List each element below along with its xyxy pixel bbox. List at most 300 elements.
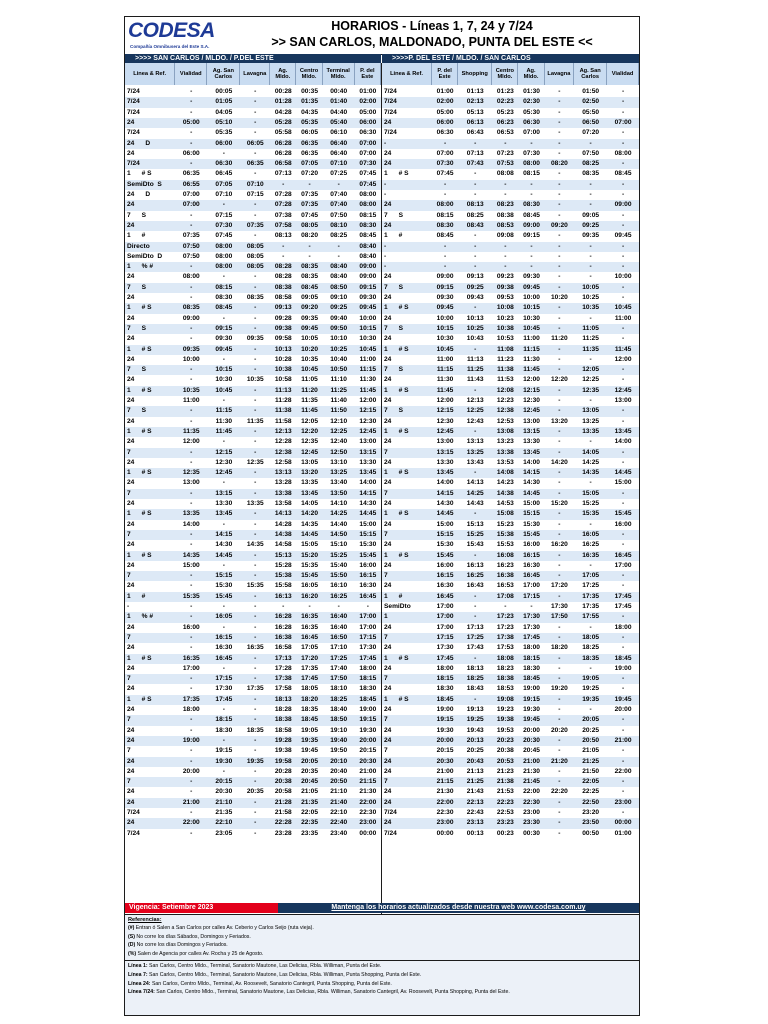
right-cell: 17:23 [496,613,514,621]
left-cell: 04:40 [330,108,348,116]
right-cell: 21:20 [550,757,568,765]
right-cell: 09:43 [466,294,484,301]
right-cell: 18:23 [496,664,514,672]
left-cell: 23:05 [215,829,233,837]
right-cell: 19:23 [496,706,514,713]
left-cell: - [254,747,257,755]
left-cell: 12:10 [330,417,348,425]
left-cell: 07:45 [215,232,233,240]
left-cell: - [254,654,257,662]
left-cell: 14:35 [246,541,264,549]
right-cell: 24 [384,541,392,549]
left-cell: 13:00 [182,479,200,487]
right-cell: 11:15 [436,366,454,374]
left-cell: 7 S [127,283,147,291]
left-cell: 06:00 [215,139,233,147]
right-cell: 15:00 [523,500,540,507]
right-cell: 07:20 [582,129,600,137]
left-cell: 18:58 [274,726,292,734]
left-cell: 07:10 [246,180,264,188]
right-cell: - [474,603,477,610]
left-cell: 12:15 [215,448,233,456]
left-cell: 7 [127,716,131,724]
right-cell: - [558,736,561,744]
right-cell: - [558,561,561,569]
right-cell: 13:00 [436,438,454,446]
right-cell: - [621,747,625,755]
left-cell: 24 [127,520,135,528]
left-cell: 11:38 [275,407,292,415]
right-cell: 07:45 [436,170,454,178]
left-cell: 06:35 [246,160,264,168]
right-cell: 08:30 [436,221,454,229]
left-cell: 07:30 [215,221,233,229]
right-cell: 20:30 [436,757,454,765]
right-cell: 07:30 [436,160,454,168]
right-cell: - [504,263,507,271]
left-cell: 16:35 [246,644,264,652]
left-cell: 21:15 [359,778,377,786]
right-cell: - [558,201,561,209]
left-cell: 15:05 [301,541,318,549]
left-cell: - [254,283,257,291]
left-cell: 08:13 [274,232,292,240]
right-cell: 7/24 [384,108,397,116]
line-text: San Carlos, Centro Mldo., Terminal, Sanatorio Mautone, Las Delicias, Rbla. Williman, Punta Shopping, Punta del Este. [147,971,422,978]
right-cell: 00:50 [582,829,600,837]
left-cell: 08:30 [215,294,233,301]
right-cell: 19:00 [614,664,632,672]
left-cell: 08:45 [359,232,377,240]
right-cell: 17:00 [523,582,540,590]
table-row [125,200,639,210]
right-cell: 13:45 [614,427,632,435]
left-cell: 15:40 [330,561,348,569]
right-cell: 19:08 [496,695,514,703]
left-cell: 24 [127,294,135,301]
right-cell: - [558,211,561,219]
left-cell: 17:35 [182,695,200,703]
table-row [125,571,639,581]
right-cell: 7 [384,747,388,755]
right-cell: 21:30 [523,767,540,775]
left-cell: 10:00 [359,314,377,322]
left-cell: 24 [127,767,135,775]
right-cell: 18:45 [614,654,632,662]
right-cell: 17:00 [436,603,454,610]
left-cell: - [254,232,257,240]
left-cell: 09:15 [215,324,233,332]
left-cell: 24 [127,726,135,734]
left-cell: - [254,273,257,281]
right-col-header: Ag. San Carlos [574,63,607,85]
left-cell: - [366,603,369,610]
left-cell: 11:50 [330,407,347,415]
right-cell: 07:43 [466,160,484,168]
right-cell: 19:45 [614,695,632,703]
table-row [125,355,639,365]
right-cell: - [621,283,625,291]
left-cell: 11:00 [359,355,377,363]
right-cell: 14:23 [496,479,514,487]
right-cell: 11:30 [523,355,540,363]
left-cell: - [190,294,193,301]
reference-items [128,924,636,958]
left-cell: - [222,149,225,157]
right-cell: - [558,232,561,240]
left-cell: 17:15 [215,675,233,683]
left-cell: - [337,242,340,250]
right-cell: 13:15 [436,448,454,456]
right-cell: 24 [384,201,392,209]
left-cell: 24 [127,479,135,487]
left-col-header: Terminal Mldo. [323,63,355,85]
right-cell: 20:13 [466,736,484,744]
left-cell: 08:00 [215,252,233,260]
left-cell: 12:00 [182,438,200,446]
left-cell: 13:35 [301,479,318,487]
right-cell: 24 [384,561,392,569]
right-cell: 00:00 [614,819,632,827]
right-cell: 08:30 [523,201,540,209]
left-cell: 16:45 [215,654,233,662]
left-cell: 17:45 [301,675,318,683]
left-cell: 15:38 [274,572,292,580]
left-cell: - [190,809,193,816]
right-cell: 09:00 [614,201,632,209]
left-cell: 1 # S [127,427,152,435]
right-cell: 24 [384,798,392,806]
table-row [125,262,639,272]
left-cell: 21:35 [215,809,233,816]
right-cell: - [558,716,561,724]
left-cell: 11:35 [247,417,264,425]
left-cell: 15:35 [182,592,200,600]
left-cell: 15:28 [274,561,292,569]
left-cell: - [222,273,225,281]
left-cell: 09:25 [330,304,348,312]
website-link[interactable]: Mantenga los horarios actualizados desde nuestra web www.codesa.com.uy [278,903,639,913]
left-cell: - [222,706,225,713]
right-cell: - [589,273,592,281]
right-cell: 13:25 [582,417,600,425]
right-cell: 14:00 [523,458,540,466]
left-cell: - [282,242,285,250]
right-cell: 1 # S [384,427,409,435]
right-cell: 14:05 [582,448,600,456]
right-cell: 24 [384,623,392,631]
reference-item [128,941,636,950]
left-cell: 16:40 [330,623,348,631]
left-cell: - [254,366,257,374]
right-cell: 00:30 [523,829,540,837]
right-cell: - [558,695,561,703]
left-cell: 20:00 [359,736,377,744]
right-cell: 12:38 [496,407,514,415]
table-row [125,180,639,190]
right-cell: - [558,314,561,322]
right-cell: 11:25 [466,366,484,374]
left-cell: 19:50 [330,747,348,755]
left-cell: 18:15 [359,675,377,683]
left-cell: 17:20 [301,654,318,662]
left-cell: 1 # S [127,345,152,353]
left-cell: 06:58 [274,160,292,168]
right-cell: 1 # S [384,510,409,518]
right-cell: - [474,263,477,271]
left-cell: 11:45 [359,386,377,394]
right-cell: 23:20 [582,809,600,816]
table-row [125,406,639,416]
left-cell: 13:50 [330,489,348,497]
left-cell: 01:00 [359,88,377,95]
left-cell: 17:05 [301,644,318,652]
left-cell: 24 [127,561,135,569]
left-col-header: Lavagna [240,63,270,85]
left-cell: - [190,160,193,168]
left-cell: 18:30 [215,726,233,734]
left-cell: 10:15 [359,324,377,332]
left-cell: - [190,263,193,271]
right-cell: 16:00 [523,541,540,549]
right-cell: - [558,355,561,363]
left-cell: 08:58 [274,294,292,301]
left-cell: 15:45 [359,551,377,559]
line-key: Línea 1: [128,963,148,970]
right-cell: 7 S [384,407,404,415]
left-cell: - [337,180,340,188]
right-cell: 07:30 [523,149,540,157]
right-cell: 16:15 [436,572,454,580]
left-cell: 10:35 [182,386,200,394]
right-cell: 19:13 [466,706,484,713]
right-cell: 18:45 [523,675,540,683]
left-cell: 21:58 [274,809,292,816]
table-row [125,530,639,540]
table-row [125,684,639,694]
right-cell: - [558,366,561,374]
right-cell: 21:00 [436,767,454,775]
right-cell: 10:30 [523,314,540,322]
right-cell: - [558,98,561,106]
left-cell: 20:05 [301,757,318,765]
left-cell: 06:30 [359,129,377,137]
left-cell: 08:40 [359,242,377,250]
right-cell: - [504,242,507,250]
left-cell: 7 [127,633,131,641]
left-cell: - [254,551,257,559]
right-cell: - [558,747,561,755]
table-row [125,478,639,488]
right-col-header: Centro Mldo. [492,63,518,85]
left-cell: 07:10 [330,160,348,168]
right-cell: 17:45 [436,654,454,662]
left-cell: 13:35 [182,510,200,518]
left-cell: - [254,201,257,209]
right-cell: 11:20 [551,335,568,343]
left-cell: 08:10 [330,221,348,229]
left-cell: 00:28 [274,88,292,95]
left-cell: 10:00 [182,355,200,363]
table-row [125,324,639,334]
right-cell: 17:20 [550,582,568,590]
right-cell: 14:30 [436,500,454,507]
left-cell: 17:15 [359,633,377,641]
right-cell: - [621,180,625,188]
right-cell: 1 # [384,592,403,600]
left-cell: 11:05 [301,376,318,384]
right-cell: 23:00 [523,809,540,816]
right-cell: 02:13 [466,98,484,106]
left-cell: 1 % # [127,263,154,271]
vigencia-badge: Vigencia: Setiembre 2023 [125,903,278,913]
left-cell: 07:00 [359,149,377,157]
right-cell: 08:35 [582,170,600,178]
table-row [125,417,639,427]
left-cell: 13:20 [301,469,318,477]
right-col-header: Vialidad [607,63,639,85]
left-cell: 22:00 [182,819,200,827]
left-cell: 19:35 [301,736,318,744]
right-cell: 02:23 [496,98,514,106]
left-cell: 1 # S [127,654,152,662]
right-cell: - [474,180,477,188]
left-cell: 17:28 [274,664,292,672]
left-cell: 12:05 [301,417,318,425]
left-cell: - [190,98,193,106]
left-cell: 22:00 [359,798,377,806]
right-cell: 21:00 [523,757,540,765]
left-cell: 07:00 [359,139,377,147]
right-cell: 22:25 [582,788,600,796]
right-cell: 16:25 [582,541,600,549]
left-cell: - [222,314,225,322]
right-cell: 7 [384,489,388,497]
left-cell: 13:13 [274,469,292,477]
right-cell: 22:23 [496,798,514,806]
right-cell: 09:53 [496,294,514,301]
left-cell: - [190,541,193,549]
left-cell: - [190,675,193,683]
right-cell: 17:25 [582,582,600,590]
left-cell: 17:35 [301,664,318,672]
right-cell: 08:13 [466,201,484,209]
right-cell: 18:00 [436,664,454,672]
left-cell: 14:50 [330,530,348,538]
left-cell: 04:05 [215,108,233,116]
left-cell: 20:10 [330,757,348,765]
right-cell: 18:30 [523,664,540,672]
left-cell: - [254,798,257,806]
right-cell: 08:45 [523,211,540,219]
right-cell: 22:30 [523,798,540,806]
right-cell: 20:45 [523,747,540,755]
left-cell: - [222,479,225,487]
table-row [125,118,639,128]
left-cell: 05:00 [359,108,377,116]
left-cell: 11:45 [215,427,233,435]
left-cell: 1 # [127,232,146,240]
left-cell: 12:40 [330,438,348,446]
right-cell: - [621,191,625,198]
right-cell: 24 [384,438,392,446]
left-cell: 18:00 [359,664,377,672]
left-cell: 05:28 [274,118,292,126]
right-cell: - [589,561,592,569]
left-cell: 10:50 [330,366,348,374]
right-cell: 15:38 [496,530,514,538]
left-cell: 13:15 [359,448,377,456]
left-cell: - [254,736,257,744]
right-cell: 20:38 [496,747,514,755]
right-cell: 1 # S [384,170,409,178]
right-cell: 19:30 [523,706,540,713]
table-row [125,654,639,664]
left-cell: 08:28 [274,263,292,271]
right-cell: 18:25 [466,675,484,683]
right-cell: 20:53 [496,757,514,765]
left-cell: 16:10 [330,582,348,590]
left-cell: - [254,572,257,580]
left-cell: 20:50 [330,778,348,786]
left-cell: 07:40 [330,191,348,198]
right-cell: 24 [384,767,392,775]
right-cell: 11:35 [582,345,599,353]
right-cell: 24 [384,819,392,827]
right-cell: - [444,252,447,260]
right-cell: 12:25 [582,376,600,384]
right-cell: 16:15 [523,551,540,559]
right-cell: 14:45 [436,510,454,518]
left-cell: 15:10 [330,541,348,549]
left-cell: 24 [127,541,135,549]
left-cell: 17:38 [274,675,292,683]
right-direction-bar: >>>>P. DEL ESTE / MLDO. / SAN CARLOS [382,54,639,63]
left-cell: 12:50 [330,448,348,456]
left-cell: 10:10 [330,335,348,343]
line-text: San Carlos, Centro Mldo., Terminal, Av. Roosevelt, Sanatorio Cantegril, Punta Shopping, Punta del Este. [150,980,392,987]
right-cell: 10:15 [436,324,454,332]
right-cell: 24 [384,149,392,157]
left-cell: 10:35 [301,355,318,363]
left-cell: 15:00 [182,561,200,569]
left-cell: - [254,592,257,600]
right-cell: - [504,252,507,260]
left-cell: 07:50 [182,242,200,250]
left-cell: 09:13 [274,304,292,312]
table-row [125,746,639,756]
left-cell: - [190,685,193,693]
right-cell: - [589,479,592,487]
right-cell: 17:30 [523,623,540,631]
left-cell: 13:38 [274,489,292,497]
right-cell: - [558,819,561,827]
left-cell: - [254,98,257,106]
left-cell: 12:30 [359,417,377,425]
right-cell: 06:30 [436,129,454,137]
right-cell: 08:00 [523,160,540,168]
right-cell: 23:00 [614,798,632,806]
right-cell: - [530,139,533,147]
right-cell: - [558,149,561,157]
right-cell: 24 [384,335,392,343]
right-cell: 14:25 [582,458,600,466]
right-cell: 09:20 [550,221,568,229]
left-cell: 17:50 [330,675,348,683]
left-cell: 05:00 [182,118,200,126]
right-cell: 1 # S [384,695,409,703]
left-cell: 11:45 [301,407,318,415]
